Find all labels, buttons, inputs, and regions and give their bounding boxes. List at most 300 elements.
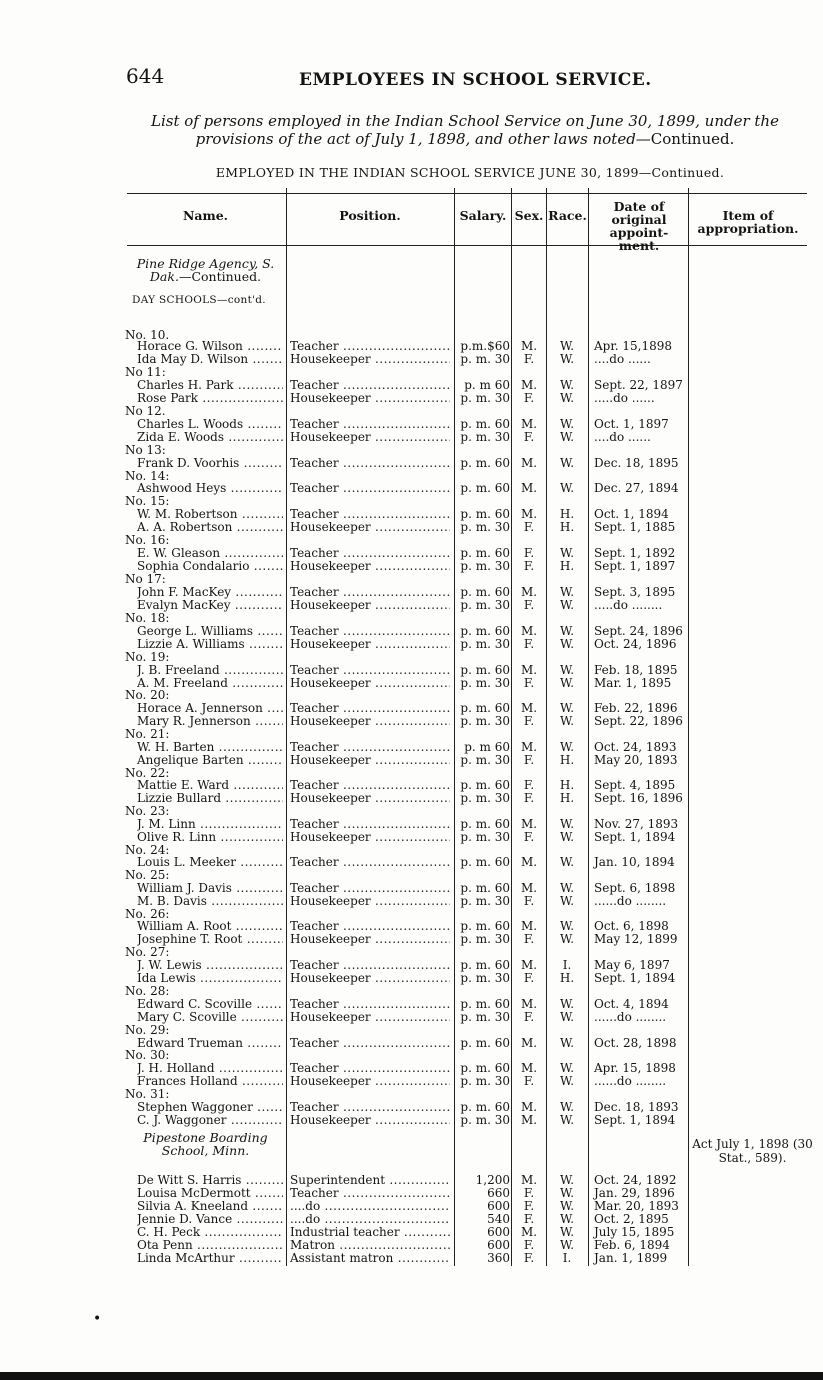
employee-salary: p. m. 60 bbox=[460, 1061, 510, 1075]
employee-sex: M. bbox=[520, 1100, 538, 1114]
employee-salary: p. m 60 bbox=[464, 740, 510, 754]
employee-position: Teacher ..... bbox=[290, 779, 450, 792]
table-row bbox=[0, 638, 823, 651]
position-cell bbox=[290, 431, 450, 444]
employee-position: Teacher ..... bbox=[290, 741, 450, 754]
employee-salary: p. m. 30 bbox=[460, 932, 510, 946]
school-number: No. 18: bbox=[125, 611, 170, 625]
employee-race: W. bbox=[559, 1113, 575, 1127]
employee-race: W. bbox=[559, 456, 575, 470]
employee-sex: M. bbox=[520, 958, 538, 972]
appointment-date: Sept. 16, 1896 bbox=[594, 791, 683, 805]
employee-sex: M. bbox=[520, 1113, 538, 1127]
employee-name: W. M. Robertson ..... bbox=[137, 508, 283, 521]
employee-sex: F. bbox=[523, 430, 535, 444]
employee-position: Housekeeper ..... bbox=[290, 392, 450, 405]
name-cell bbox=[137, 1239, 283, 1252]
table-row bbox=[0, 353, 823, 366]
page-number: 644 bbox=[126, 64, 165, 88]
name-cell bbox=[137, 1062, 283, 1075]
employee-salary: 1,200 bbox=[475, 1173, 510, 1187]
position-cell bbox=[290, 1252, 450, 1265]
appointment-date: May 12, 1899 bbox=[594, 932, 678, 946]
name-cell bbox=[137, 1174, 283, 1187]
position-cell bbox=[290, 547, 450, 560]
position-cell bbox=[290, 1200, 450, 1213]
col-header-race: Race. bbox=[548, 208, 587, 223]
employee-position: Housekeeper ..... bbox=[290, 560, 450, 573]
position-cell bbox=[290, 521, 450, 534]
table-row bbox=[0, 508, 823, 521]
employee-sex: F. bbox=[523, 894, 535, 908]
employee-sex: M. bbox=[520, 701, 538, 715]
position-cell bbox=[290, 1187, 450, 1200]
table-row bbox=[0, 1226, 823, 1239]
position-cell bbox=[290, 972, 450, 985]
employee-sex: F. bbox=[523, 1074, 535, 1088]
name-cell bbox=[137, 1101, 283, 1114]
name-cell bbox=[137, 340, 283, 353]
table-top-rule bbox=[127, 193, 807, 194]
employee-name: Lizzie Bullard ..... bbox=[137, 792, 283, 805]
employee-name: Ota Penn ..... bbox=[137, 1239, 283, 1252]
employee-salary: 600 bbox=[487, 1238, 510, 1252]
employee-race: I. bbox=[562, 1251, 572, 1265]
employee-salary: p. m. 30 bbox=[460, 430, 510, 444]
name-cell bbox=[137, 508, 283, 521]
employee-sex: F. bbox=[523, 1212, 535, 1226]
name-cell bbox=[137, 818, 283, 831]
table-row bbox=[0, 457, 823, 470]
appointment-date: Mar. 20, 1893 bbox=[594, 1199, 679, 1213]
appointment-date: Sept. 1, 1894 bbox=[594, 971, 676, 985]
position-cell bbox=[290, 1226, 450, 1239]
employee-position: Teacher ..... bbox=[290, 920, 450, 933]
table-row bbox=[0, 1037, 823, 1050]
name-cell bbox=[137, 1114, 283, 1127]
employee-position: Teacher ..... bbox=[290, 1062, 450, 1075]
employee-name: J. W. Lewis ..... bbox=[137, 959, 283, 972]
employee-position: Housekeeper ..... bbox=[290, 715, 450, 728]
employee-salary: p. m. 30 bbox=[460, 637, 510, 651]
employee-salary: p. m. 60 bbox=[460, 701, 510, 715]
position-cell bbox=[290, 677, 450, 690]
name-cell bbox=[137, 1187, 283, 1200]
employee-race: W. bbox=[559, 894, 575, 908]
name-cell bbox=[137, 547, 283, 560]
employee-race: W. bbox=[559, 817, 575, 831]
employee-race: W. bbox=[559, 1212, 575, 1226]
employee-race: H. bbox=[559, 559, 575, 573]
employee-name: Frank D. Voorhis ..... bbox=[137, 457, 283, 470]
col-header-name: Name. bbox=[182, 208, 229, 223]
employee-race: I. bbox=[562, 958, 572, 972]
employee-position: ....do ..... bbox=[290, 1200, 450, 1213]
employee-position: Teacher ..... bbox=[290, 1101, 450, 1114]
position-cell bbox=[290, 1101, 450, 1114]
employee-sex: F. bbox=[523, 971, 535, 985]
employee-name: Silvia A. Kneeland ..... bbox=[137, 1200, 283, 1213]
appointment-date: Jan. 29, 1896 bbox=[594, 1186, 675, 1200]
employee-sex: M. bbox=[520, 378, 538, 392]
employee-sex: M. bbox=[520, 417, 538, 431]
table-row bbox=[0, 1062, 823, 1075]
employee-name: Angelique Barten ..... bbox=[137, 754, 283, 767]
table-row bbox=[0, 392, 823, 405]
employee-salary: p. m. 30 bbox=[460, 676, 510, 690]
name-cell bbox=[137, 741, 283, 754]
table-row bbox=[0, 856, 823, 869]
employee-position: Housekeeper ..... bbox=[290, 972, 450, 985]
appointment-date: ....do ...... bbox=[594, 352, 651, 366]
table-row bbox=[0, 547, 823, 560]
table-row bbox=[0, 1187, 823, 1200]
employee-race: W. bbox=[559, 637, 575, 651]
employee-position: ....do ..... bbox=[290, 1213, 450, 1226]
appointment-date: Feb. 6, 1894 bbox=[594, 1238, 670, 1252]
employee-name: E. W. Gleason ..... bbox=[137, 547, 283, 560]
appointment-date: Oct. 24, 1893 bbox=[594, 740, 677, 754]
name-cell bbox=[137, 586, 283, 599]
employee-salary: p. m. 60 bbox=[460, 855, 510, 869]
employee-sex: F. bbox=[523, 753, 535, 767]
col-header-appropriation: Item of appropriation. bbox=[697, 208, 799, 236]
col-header-salary: Salary. bbox=[459, 208, 507, 223]
employee-name: Ashwood Heys ..... bbox=[137, 482, 283, 495]
employee-sex: M. bbox=[520, 456, 538, 470]
employee-race: W. bbox=[559, 701, 575, 715]
name-cell bbox=[137, 959, 283, 972]
employee-name: Ida May D. Wilson ..... bbox=[137, 353, 283, 366]
employee-race: W. bbox=[559, 481, 575, 495]
table-row bbox=[0, 831, 823, 844]
appointment-date: Dec. 18, 1895 bbox=[594, 456, 679, 470]
position-cell bbox=[290, 933, 450, 946]
appointment-date: Oct. 1, 1897 bbox=[594, 417, 669, 431]
employee-sex: F. bbox=[523, 778, 535, 792]
appropriation-note: Act July 1, 1898 (30 Stat., 589). bbox=[692, 1137, 813, 1165]
employee-position: Teacher ..... bbox=[290, 664, 450, 677]
employee-salary: p. m. 60 bbox=[460, 997, 510, 1011]
employee-sex: M. bbox=[520, 1225, 538, 1239]
table-row bbox=[0, 586, 823, 599]
position-cell bbox=[290, 998, 450, 1011]
employee-name: Frances Holland ..... bbox=[137, 1075, 283, 1088]
employee-sex: F. bbox=[523, 598, 535, 612]
name-cell bbox=[137, 1200, 283, 1213]
school-number: No 17: bbox=[125, 572, 166, 586]
school-number: No. 29: bbox=[125, 1023, 170, 1037]
position-cell bbox=[290, 741, 450, 754]
table-row bbox=[0, 625, 823, 638]
employee-salary: 660 bbox=[487, 1186, 510, 1200]
employee-position: Housekeeper ..... bbox=[290, 933, 450, 946]
employee-race: W. bbox=[559, 417, 575, 431]
appointment-date: Apr. 15,1898 bbox=[594, 339, 673, 353]
employee-race: W. bbox=[559, 1100, 575, 1114]
appointment-date: Oct. 28, 1898 bbox=[594, 1036, 677, 1050]
employee-position: Teacher ..... bbox=[290, 959, 450, 972]
appointment-date: .....do ........ bbox=[594, 598, 663, 612]
employee-sex: F. bbox=[523, 559, 535, 573]
school-number: No. 27: bbox=[125, 945, 170, 959]
appointment-date: Oct. 2, 1895 bbox=[594, 1212, 669, 1226]
employee-name: Mattie E. Ward ..... bbox=[137, 779, 283, 792]
employee-name: William A. Root ..... bbox=[137, 920, 283, 933]
position-cell bbox=[290, 920, 450, 933]
employed-heading: EMPLOYED IN THE INDIAN SCHOOL SERVICE JUNE 30, 1899—Continued. bbox=[215, 165, 725, 180]
employee-sex: M. bbox=[520, 1036, 538, 1050]
position-cell bbox=[290, 353, 450, 366]
margin-dot: • bbox=[93, 1311, 102, 1327]
employee-race: H. bbox=[559, 791, 575, 805]
employee-sex: F. bbox=[523, 352, 535, 366]
appointment-date: May 20, 1893 bbox=[594, 753, 678, 767]
employee-position: Teacher ..... bbox=[290, 625, 450, 638]
employee-name: Edward Trueman ..... bbox=[137, 1037, 283, 1050]
position-cell bbox=[290, 508, 450, 521]
school-number: No. 14: bbox=[125, 469, 170, 483]
employee-position: Industrial teacher ..... bbox=[290, 1226, 450, 1239]
employee-salary: p. m. 30 bbox=[460, 598, 510, 612]
col-header-position: Position. bbox=[339, 208, 401, 223]
employee-race: W. bbox=[559, 585, 575, 599]
employee-salary: p. m. 60 bbox=[460, 778, 510, 792]
table-row bbox=[0, 1174, 823, 1187]
employee-race: W. bbox=[559, 740, 575, 754]
employee-race: W. bbox=[559, 430, 575, 444]
name-cell bbox=[137, 1252, 283, 1265]
position-cell bbox=[290, 779, 450, 792]
school-number: No. 15: bbox=[125, 494, 170, 508]
employee-race: W. bbox=[559, 997, 575, 1011]
employee-position: Teacher ..... bbox=[290, 379, 450, 392]
employee-race: W. bbox=[559, 339, 575, 353]
employee-position: Teacher ..... bbox=[290, 702, 450, 715]
employee-sex: M. bbox=[520, 663, 538, 677]
table-row bbox=[0, 1114, 823, 1127]
employee-position: Housekeeper ..... bbox=[290, 521, 450, 534]
employee-salary: p. m. 30 bbox=[460, 520, 510, 534]
appointment-date: Sept. 6, 1898 bbox=[594, 881, 676, 895]
position-cell bbox=[290, 959, 450, 972]
position-cell bbox=[290, 392, 450, 405]
table-row bbox=[0, 521, 823, 534]
employee-salary: 360 bbox=[487, 1251, 510, 1265]
employee-name: Louis L. Meeker ..... bbox=[137, 856, 283, 869]
employee-position: Housekeeper ..... bbox=[290, 353, 450, 366]
employee-name: Jennie D. Vance ..... bbox=[137, 1213, 283, 1226]
table-row bbox=[0, 882, 823, 895]
employee-sex: F. bbox=[523, 714, 535, 728]
position-cell bbox=[290, 1062, 450, 1075]
appointment-date: Sept. 22, 1896 bbox=[594, 714, 683, 728]
name-cell bbox=[137, 702, 283, 715]
table-row bbox=[0, 664, 823, 677]
employee-race: W. bbox=[559, 676, 575, 690]
employee-race: H. bbox=[559, 520, 575, 534]
school-heading bbox=[128, 1131, 283, 1157]
page-bottom-edge bbox=[0, 1372, 823, 1380]
employee-name: J. B. Freeland ..... bbox=[137, 664, 283, 677]
employee-position: Teacher ..... bbox=[290, 482, 450, 495]
employee-name: Zida E. Woods ..... bbox=[137, 431, 283, 444]
employee-sex: F. bbox=[523, 830, 535, 844]
employee-name: De Witt S. Harris ..... bbox=[137, 1174, 283, 1187]
col-header-date: Date of original appoint-ment. bbox=[609, 199, 669, 253]
employee-race: W. bbox=[559, 391, 575, 405]
employee-sex: F. bbox=[523, 1238, 535, 1252]
employee-name: Charles L. Woods ..... bbox=[137, 418, 283, 431]
table-row bbox=[0, 677, 823, 690]
employee-salary: p. m. 30 bbox=[460, 559, 510, 573]
table-row bbox=[0, 1101, 823, 1114]
employee-sex: M. bbox=[520, 881, 538, 895]
table-row bbox=[0, 792, 823, 805]
employee-salary: p. m. 60 bbox=[460, 1036, 510, 1050]
employee-race: W. bbox=[559, 881, 575, 895]
employee-race: W. bbox=[559, 919, 575, 933]
table-row bbox=[0, 779, 823, 792]
employee-sex: F. bbox=[523, 391, 535, 405]
employee-position: Housekeeper ..... bbox=[290, 792, 450, 805]
appointment-date: Feb. 22, 1896 bbox=[594, 701, 678, 715]
appointment-date: Jan. 1, 1899 bbox=[594, 1251, 668, 1265]
employee-name: Evalyn MacKey ..... bbox=[137, 599, 283, 612]
employee-race: W. bbox=[559, 830, 575, 844]
employee-sex: M. bbox=[520, 585, 538, 599]
employee-salary: p. m. 30 bbox=[460, 1010, 510, 1024]
table-row bbox=[0, 933, 823, 946]
position-cell bbox=[290, 818, 450, 831]
table-row bbox=[0, 379, 823, 392]
school-number: No 13: bbox=[125, 443, 166, 457]
employee-name: Edward C. Scoville ..... bbox=[137, 998, 283, 1011]
employee-position: Teacher ..... bbox=[290, 998, 450, 1011]
employee-race: W. bbox=[559, 378, 575, 392]
employee-sex: F. bbox=[523, 676, 535, 690]
employee-race: W. bbox=[559, 714, 575, 728]
position-cell bbox=[290, 895, 450, 908]
position-cell bbox=[290, 664, 450, 677]
employee-position: Housekeeper ..... bbox=[290, 1011, 450, 1024]
appointment-date: Sept. 1, 1897 bbox=[594, 559, 676, 573]
employee-race: W. bbox=[559, 1238, 575, 1252]
position-cell bbox=[290, 1114, 450, 1127]
table-row bbox=[0, 754, 823, 767]
position-cell bbox=[290, 599, 450, 612]
appointment-date: Mar. 1, 1895 bbox=[594, 676, 672, 690]
employee-salary: p. m. 60 bbox=[460, 958, 510, 972]
table-row bbox=[0, 1075, 823, 1088]
employee-sex: M. bbox=[520, 507, 538, 521]
appointment-date: Oct. 24, 1896 bbox=[594, 637, 677, 651]
employee-sex: F. bbox=[523, 1186, 535, 1200]
name-cell bbox=[137, 882, 283, 895]
position-cell bbox=[290, 1037, 450, 1050]
position-cell bbox=[290, 340, 450, 353]
employee-salary: p. m. 30 bbox=[460, 1113, 510, 1127]
employee-race: W. bbox=[559, 352, 575, 366]
employee-position: Matron ..... bbox=[290, 1239, 450, 1252]
table-row bbox=[0, 959, 823, 972]
employee-sex: F. bbox=[523, 1010, 535, 1024]
employee-sex: M. bbox=[520, 817, 538, 831]
appointment-date: Sept. 24, 1896 bbox=[594, 624, 683, 638]
employee-name: Mary R. Jennerson ..... bbox=[137, 715, 283, 728]
employee-race: W. bbox=[559, 1199, 575, 1213]
table-row bbox=[0, 715, 823, 728]
appointment-date: Sept. 1, 1894 bbox=[594, 830, 676, 844]
school-number: No 11: bbox=[125, 365, 166, 379]
employee-salary: p. m. 30 bbox=[460, 894, 510, 908]
appointment-date: Apr. 15, 1898 bbox=[594, 1061, 676, 1075]
school-number: No. 16: bbox=[125, 533, 170, 547]
school-number: No. 26: bbox=[125, 907, 170, 921]
employee-position: Housekeeper ..... bbox=[290, 677, 450, 690]
employee-name: Lizzie A. Williams ..... bbox=[137, 638, 283, 651]
employee-name: George L. Williams ..... bbox=[137, 625, 283, 638]
employee-salary: p. m. 60 bbox=[460, 919, 510, 933]
position-cell bbox=[290, 1174, 450, 1187]
appointment-date: Nov. 27, 1893 bbox=[594, 817, 679, 831]
school-number: No. 21: bbox=[125, 727, 170, 741]
position-cell bbox=[290, 792, 450, 805]
name-cell bbox=[137, 920, 283, 933]
employee-position: Teacher ..... bbox=[290, 340, 450, 353]
employee-name: J. M. Linn ..... bbox=[137, 818, 283, 831]
appointment-date: Sept. 22, 1897 bbox=[594, 378, 683, 392]
position-cell bbox=[290, 638, 450, 651]
employee-position: Teacher ..... bbox=[290, 856, 450, 869]
table-row bbox=[0, 1213, 823, 1226]
school-number: No 12. bbox=[125, 404, 166, 418]
table-row bbox=[0, 741, 823, 754]
employee-sex: M. bbox=[520, 919, 538, 933]
table-row bbox=[0, 1011, 823, 1024]
employee-name: C. J. Waggoner ..... bbox=[137, 1114, 283, 1127]
appointment-date: Sept. 1, 1894 bbox=[594, 1113, 676, 1127]
employee-position: Housekeeper ..... bbox=[290, 831, 450, 844]
position-cell bbox=[290, 715, 450, 728]
employee-name: Linda McArthur ..... bbox=[137, 1252, 283, 1265]
running-title: EMPLOYEES IN SCHOOL SERVICE. bbox=[299, 70, 652, 90]
appointment-date: Oct. 4, 1894 bbox=[594, 997, 669, 1011]
employee-name: Sophia Condalario ..... bbox=[137, 560, 283, 573]
employee-position: Teacher ..... bbox=[290, 508, 450, 521]
position-cell bbox=[290, 1213, 450, 1226]
employee-name: Mary C. Scoville ..... bbox=[137, 1011, 283, 1024]
table-row bbox=[0, 920, 823, 933]
employee-position: Teacher ..... bbox=[290, 818, 450, 831]
employee-race: W. bbox=[559, 598, 575, 612]
appointment-date: ......do ........ bbox=[594, 894, 667, 908]
employee-salary: p. m. 60 bbox=[460, 417, 510, 431]
employee-name: Horace G. Wilson ..... bbox=[137, 340, 283, 353]
position-cell bbox=[290, 1239, 450, 1252]
employee-salary: p. m. 60 bbox=[460, 817, 510, 831]
employee-salary: p. m. 30 bbox=[460, 830, 510, 844]
employee-race: W. bbox=[559, 1074, 575, 1088]
position-cell bbox=[290, 586, 450, 599]
employee-race: W. bbox=[559, 663, 575, 677]
appointment-date: Dec. 18, 1893 bbox=[594, 1100, 679, 1114]
table-row bbox=[0, 818, 823, 831]
table-row bbox=[0, 1252, 823, 1265]
employee-race: W. bbox=[559, 1061, 575, 1075]
appointment-date: .....do ...... bbox=[594, 391, 655, 405]
school-name: Pipestone Boarding School, Minn. bbox=[143, 1130, 268, 1158]
